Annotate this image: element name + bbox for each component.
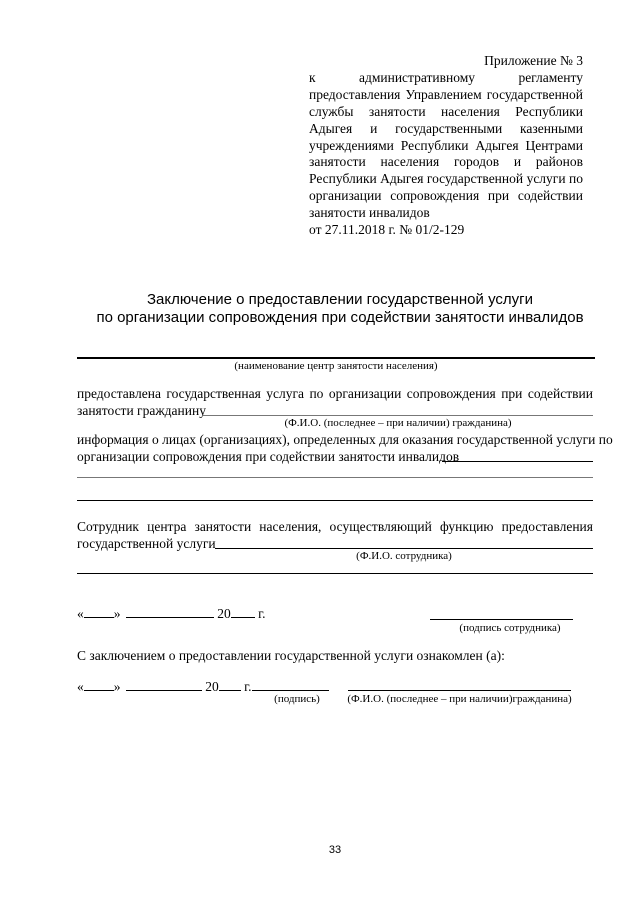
close-quote: » xyxy=(113,679,121,694)
appendix-line: занятости населения городов и районов xyxy=(309,154,583,170)
employee-name-field[interactable] xyxy=(215,548,593,549)
info-line-1: информация о лицах (организациях), определенных для оказания государственной услуги по xyxy=(77,432,613,447)
date-field-2 xyxy=(77,678,252,695)
center-name-caption: (наименование центр занятости населения) xyxy=(234,360,438,372)
date-field xyxy=(77,605,266,622)
year-blank[interactable] xyxy=(231,605,255,618)
appendix-line: к административному регламенту xyxy=(309,69,583,85)
document-title xyxy=(60,291,620,327)
citizen-name-caption: (Ф.И.О. (последнее – при наличии) гражданина) xyxy=(284,417,512,429)
close-quote: » xyxy=(113,606,121,621)
citizen-signature-field[interactable] xyxy=(252,690,329,691)
appendix-line: предоставления Управлением государственной xyxy=(309,86,583,102)
info-line-2: организации сопровождения при содействии занятости инвалидов xyxy=(77,449,460,464)
citizen-fio-caption: (Ф.И.О. (последнее – при наличии)гражданина) xyxy=(347,693,572,705)
employee-line-2: государственной услуги xyxy=(77,536,216,551)
appendix-line: Республики Адыгея государственной услуги по xyxy=(309,171,583,187)
appendix-line: занятости инвалидов xyxy=(309,205,430,221)
service-line-2: занятости гражданину xyxy=(77,403,206,418)
info-field[interactable] xyxy=(442,461,593,462)
employee-blank-line[interactable] xyxy=(77,573,593,574)
appendix-line: организации сопровождения при содействии xyxy=(309,188,583,204)
page-number: 33 xyxy=(328,844,342,856)
citizen-fio-field[interactable] xyxy=(348,690,571,691)
document-title-line-2: по организации сопровождения при содействии занятости инвалидов xyxy=(96,309,584,326)
month-blank[interactable] xyxy=(126,678,202,691)
document-title-line-1: Заключение о предоставлении государственной услуги xyxy=(146,291,533,308)
year-suffix: г. xyxy=(244,679,252,694)
appendix-title: Приложение № 3 xyxy=(484,53,583,68)
year-blank[interactable] xyxy=(219,678,241,691)
year-prefix: 20 xyxy=(205,679,219,694)
appendix-line: службы занятости населения Республики xyxy=(309,103,583,119)
employee-signature-caption: (подпись сотрудника) xyxy=(459,622,561,634)
center-name-line xyxy=(77,357,595,359)
citizen-signature-caption: (подпись) xyxy=(274,693,320,705)
employee-line-1: Сотрудник центра занятости населения, осуществляющий функцию предоставления xyxy=(77,519,593,534)
service-line-1: предоставлена государственная услуга по организации сопровождения при содействии xyxy=(77,386,593,401)
appendix-line: Адыгея и государственными казенными xyxy=(309,120,583,136)
year-suffix: г. xyxy=(258,606,266,621)
appendix-line: учреждениями Республики Адыгея Центрами xyxy=(309,137,583,153)
year-prefix: 20 xyxy=(217,606,231,621)
appendix-date: от 27.11.2018 г. № 01/2-129 xyxy=(309,222,465,238)
open-quote: « xyxy=(77,606,84,621)
day-blank[interactable] xyxy=(84,678,114,691)
info-blank-line[interactable] xyxy=(77,477,593,478)
month-blank[interactable] xyxy=(126,605,214,618)
day-blank[interactable] xyxy=(84,605,114,618)
employee-name-caption: (Ф.И.О. сотрудника) xyxy=(356,550,452,562)
citizen-name-field[interactable] xyxy=(203,415,593,416)
open-quote: « xyxy=(77,679,84,694)
info-blank-line[interactable] xyxy=(77,500,593,501)
appendix-block xyxy=(309,53,583,239)
acquainted-text: С заключением о предоставлении государственной услуги ознакомлен (а): xyxy=(77,648,505,663)
employee-signature-field[interactable] xyxy=(430,619,573,620)
